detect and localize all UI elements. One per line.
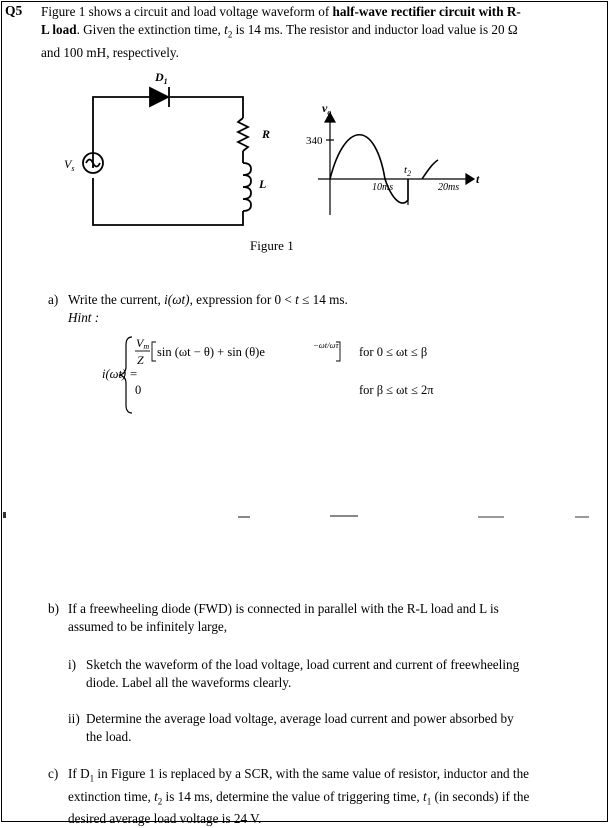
t2-label: $t_2$ [404, 164, 412, 178]
peak-label: 340 [306, 135, 323, 147]
resistor-label: R [262, 127, 271, 141]
condition-1: for 0 ≤ ωt ≤ β [359, 345, 428, 359]
figure-caption: Figure 1 [250, 238, 294, 253]
scan-artifact [3, 512, 6, 518]
hint-label: Hint : [68, 310, 100, 325]
intro-line-3: and 100 mH, respectively. [41, 44, 179, 60]
part-c-label: c) [48, 766, 59, 781]
scan-artifact [238, 516, 250, 518]
left-bracket [152, 342, 156, 361]
formula-lhs: i(ωt) = [102, 367, 138, 381]
tick-10ms-label: 10ms [372, 182, 394, 193]
zero-value: 0 [135, 383, 142, 397]
source-label: $V_s$ [64, 157, 75, 173]
vo-label: $v_o$ [322, 101, 332, 117]
part-b-i-label: i) [68, 657, 77, 672]
scan-artifact [478, 516, 504, 518]
part-c-question: c) If $D_1$ in Figure 1 is replaced by a SCR, with the same value of resistor, inductor and the extinction time, $t_2$ is 14 ms, determine the value of triggering time, $t_1$ (in seconds) if the desired average load voltage is 24 V. [48, 766, 530, 827]
intro-line-1: Figure 1 shows a circuit and load voltage waveform of half-wave rectifier circuit with R- [41, 4, 521, 19]
part-b-label: b) [48, 601, 59, 616]
scan-artifact [330, 515, 358, 517]
bracket-expression: sin (ωt − θ) + sin (θ)e [157, 345, 265, 359]
part-a-label: a) [48, 292, 59, 307]
question-number: Q5 [5, 3, 23, 18]
part-b-i-question: i) Sketch the waveform of the load voltage, load current and current of freewheeling diode. Label all the waveforms clearly. [68, 657, 520, 690]
part-b-ii-label: ii) [68, 711, 80, 726]
tick-20ms-label: 20ms [438, 182, 460, 193]
scan-artifact [575, 516, 589, 518]
condition-2: for β ≤ ωt ≤ 2π [359, 383, 434, 397]
t-axis-label: t [476, 172, 480, 186]
part-b-question: b) If a freewheeling diode (FWD) is connected in parallel with the R-L load and L is assumed to be infinitely large, [48, 601, 499, 634]
inductor-label: L [259, 177, 267, 191]
vm-numerator: Vm [136, 336, 150, 351]
diode-label: $D_1$ [155, 70, 168, 86]
z-denominator: Z [137, 353, 144, 367]
part-a-question: a) Write the current, i(ωt), expression for 0 < t ≤ 14 ms. [48, 292, 348, 307]
part-b-ii-question: ii) Determine the average load voltage, average load current and power absorbed by the load. [68, 711, 514, 744]
intro-line-2: L load. Given the extinction time, $t_2$ is 14 ms. The resistor and inductor load value is 20 Ω [41, 22, 518, 40]
exponent: −ωt/ωτ [313, 340, 339, 350]
